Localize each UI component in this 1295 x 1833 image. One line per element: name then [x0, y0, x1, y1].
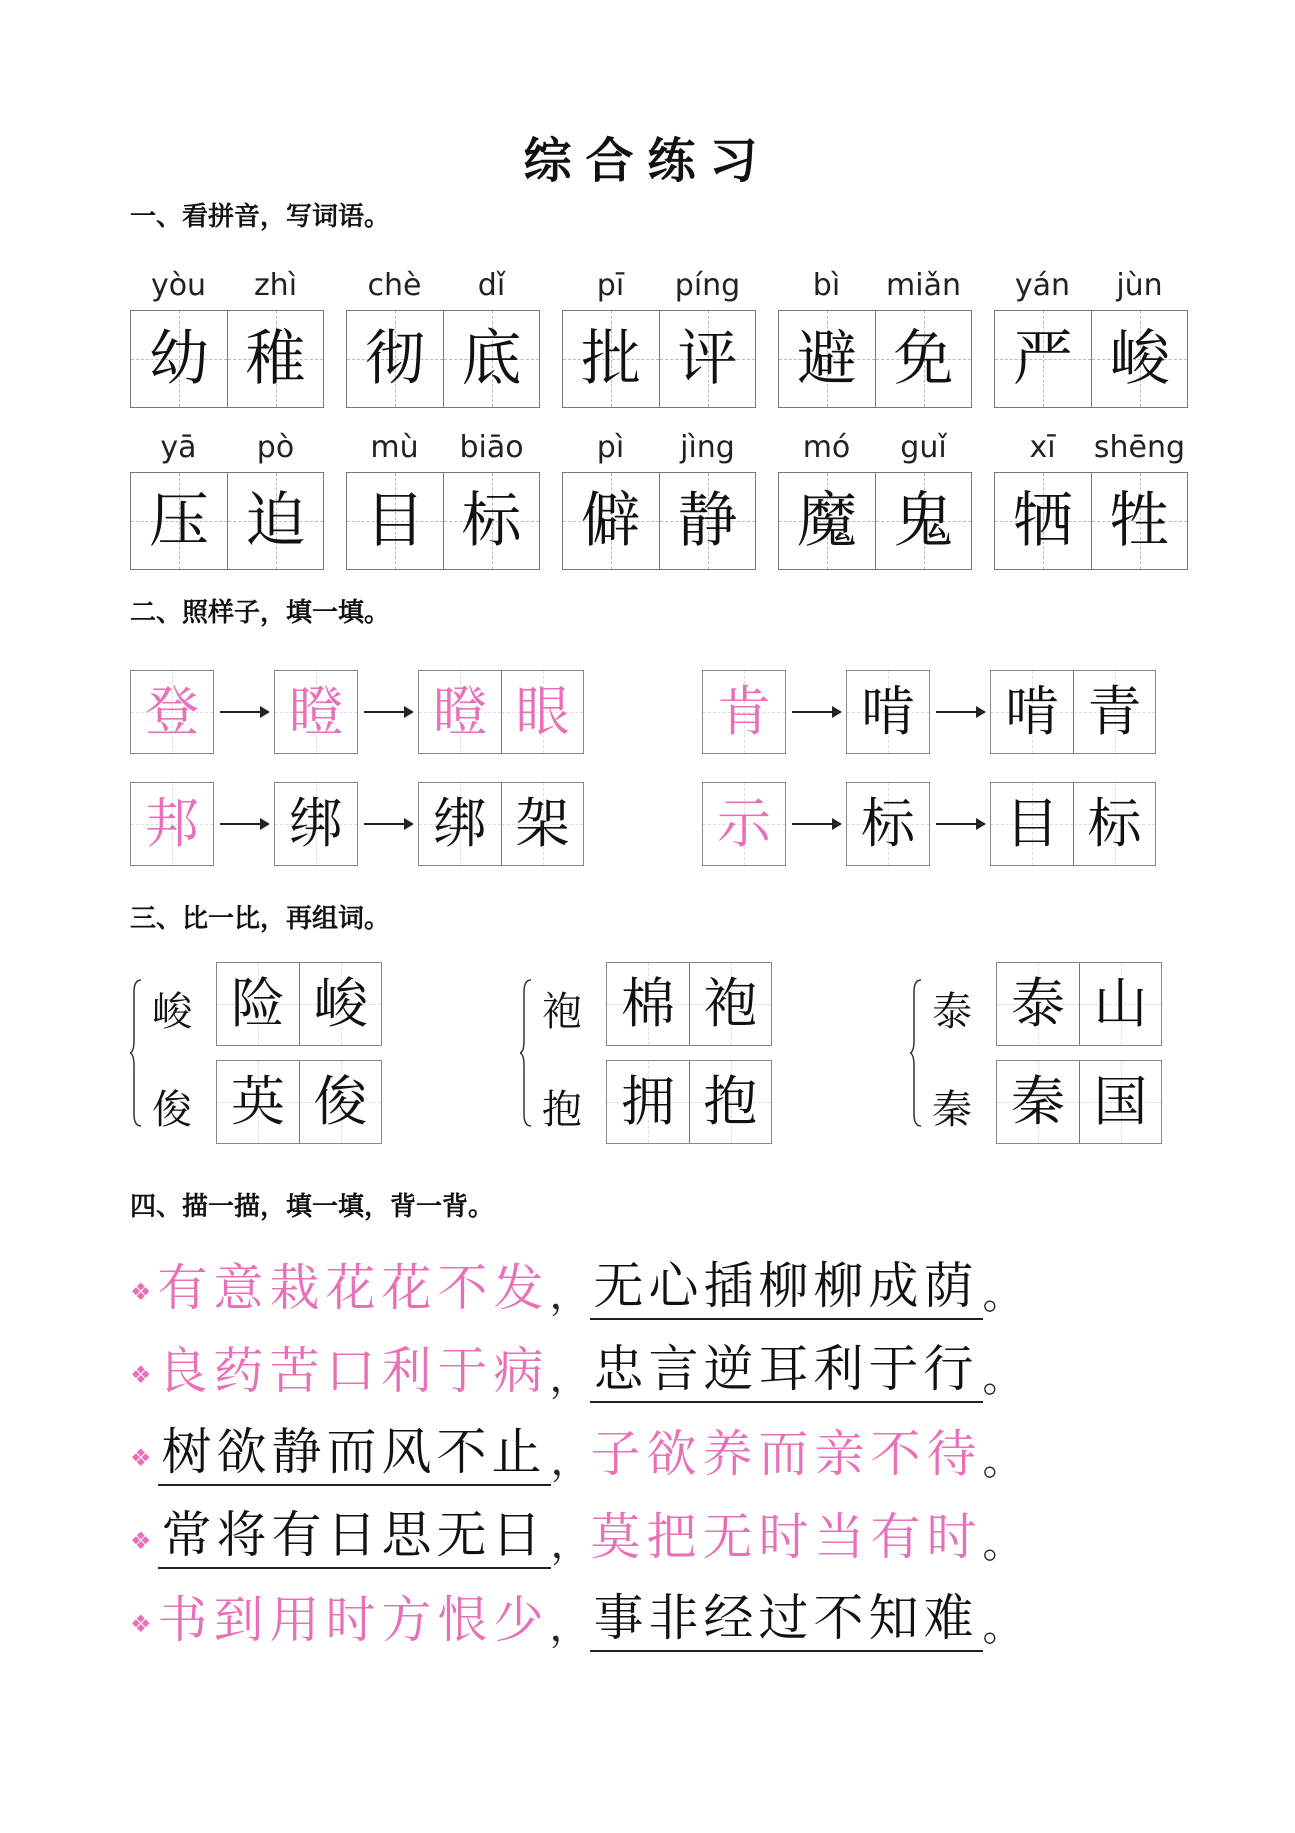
tian-grid-box	[346, 310, 540, 408]
char-text: 袍	[703, 972, 758, 1035]
bullet-icon: ❖	[130, 1361, 152, 1389]
poem-line	[130, 1244, 1023, 1320]
char-cell	[563, 473, 659, 569]
chain-mid-box	[846, 670, 930, 754]
period: 。	[982, 1438, 1023, 1484]
char-text: 险	[231, 972, 285, 1035]
char-text: 批	[581, 324, 641, 394]
pinyin-word	[994, 260, 1188, 422]
char-cell	[995, 473, 1091, 569]
chain-start-box	[702, 670, 786, 754]
char-text: 架	[515, 792, 570, 855]
brace-icon	[130, 978, 142, 1128]
tian-grid-box	[994, 310, 1188, 408]
char-cell	[1091, 311, 1187, 407]
char-cell	[563, 311, 659, 407]
char-text: 标	[1087, 792, 1142, 855]
char-cell	[997, 1061, 1079, 1143]
pinyin-text: bì	[812, 267, 841, 303]
char-cell	[991, 671, 1073, 753]
chain-mid-box	[846, 782, 930, 866]
char-text: 瞪	[289, 680, 343, 743]
period: 。	[982, 1355, 1023, 1401]
char-chain	[702, 670, 1156, 754]
char-cell	[1073, 783, 1155, 865]
char-text: 评	[677, 324, 738, 394]
char-cell	[227, 311, 323, 407]
char-text: 啃	[1005, 680, 1059, 743]
poem-second-half: 忠言逆耳利于行	[590, 1329, 983, 1403]
compare-word-box	[996, 1060, 1162, 1144]
pinyin-text: shēng	[1093, 429, 1186, 465]
pinyin-text: píng	[674, 267, 741, 303]
char-text: 鬼	[893, 486, 954, 556]
char-text: 拥	[621, 1070, 675, 1133]
char-cell	[847, 783, 929, 865]
comma: ，	[549, 1272, 590, 1318]
char-cell	[703, 783, 785, 865]
char-cell	[131, 671, 213, 753]
tian-grid-box	[994, 472, 1188, 570]
char-text: 标	[861, 792, 915, 855]
arrow-icon	[786, 783, 846, 865]
char-text: 底	[461, 324, 522, 394]
char-text: 瞪	[433, 680, 487, 743]
poem-second-half: 事非经过不知难	[590, 1578, 983, 1652]
char-cell	[1091, 473, 1187, 569]
pinyin-text: yòu	[150, 267, 207, 303]
pinyin-row	[346, 422, 540, 472]
pinyin-text: miǎn	[886, 267, 961, 303]
char-text: 目	[365, 486, 425, 556]
poem-first-half: 良药苦口利于病	[157, 1342, 550, 1400]
poem-second-half: 子欲养而亲不待	[590, 1425, 983, 1483]
tian-grid-box	[130, 310, 324, 408]
pinyin-text: zhì	[253, 267, 298, 303]
comma: ，	[550, 1438, 591, 1484]
poem-first-half: 书到用时方恨少	[157, 1591, 550, 1649]
char-text: 国	[1093, 1070, 1148, 1133]
char-cell	[501, 671, 583, 753]
char-cell	[1079, 963, 1161, 1045]
pinyin-word	[562, 422, 756, 584]
char-chain	[130, 782, 584, 866]
char-text: 迫	[245, 486, 306, 556]
compare-word-box	[216, 1060, 382, 1144]
char-text: 峻	[1109, 324, 1170, 394]
char-cell	[217, 963, 299, 1045]
char-cell	[995, 311, 1091, 407]
char-text: 俊	[313, 1070, 368, 1133]
char-text: 僻	[581, 486, 641, 556]
arrow-icon	[930, 671, 990, 753]
pinyin-row	[130, 260, 324, 310]
char-text: 肯	[717, 680, 771, 743]
char-text: 牲	[1109, 486, 1170, 556]
bullet-icon: ❖	[130, 1610, 152, 1638]
char-text: 峻	[313, 972, 368, 1035]
arrow-icon	[786, 671, 846, 753]
section3-heading: 三、比一比，再组词。	[130, 904, 391, 934]
pinyin-word	[778, 260, 972, 422]
bullet-icon: ❖	[130, 1278, 152, 1306]
char-cell	[997, 963, 1079, 1045]
char-text: 泰	[1011, 972, 1065, 1035]
char-cell	[847, 671, 929, 753]
char-text: 绑	[433, 792, 487, 855]
bullet-icon: ❖	[130, 1527, 152, 1555]
arrow-icon	[214, 783, 274, 865]
char-cell	[991, 783, 1073, 865]
char-text: 目	[1005, 792, 1059, 855]
poem-line	[130, 1493, 1023, 1569]
char-text: 免	[893, 324, 954, 394]
char-text: 稚	[245, 324, 306, 394]
poem-line	[130, 1576, 1023, 1652]
section1-heading: 一、看拼音，写词语。	[130, 202, 391, 232]
char-text: 绑	[289, 792, 343, 855]
pinyin-row	[778, 422, 972, 472]
chain-start-box	[130, 670, 214, 754]
poem-line	[130, 1410, 1023, 1486]
tian-grid-box	[778, 310, 972, 408]
pinyin-text: pī	[596, 267, 625, 303]
chain-word-box	[990, 782, 1156, 866]
char-cell	[875, 311, 971, 407]
char-text: 标	[461, 486, 522, 556]
char-cell	[131, 783, 213, 865]
chain-word-box	[990, 670, 1156, 754]
char-text: 登	[145, 680, 199, 743]
char-text: 魔	[797, 486, 857, 556]
period: 。	[982, 1272, 1023, 1318]
char-text: 幼	[149, 324, 209, 394]
char-cell	[419, 783, 501, 865]
chain-start-box	[130, 782, 214, 866]
pinyin-word	[346, 260, 540, 422]
char-chain	[130, 670, 584, 754]
char-cell	[347, 311, 443, 407]
char-cell	[501, 783, 583, 865]
poem-first-half: 树欲静而风不止	[158, 1412, 551, 1486]
arrow-icon	[214, 671, 274, 753]
poem-first-half: 常将有日思无日	[158, 1495, 551, 1569]
char-text: 棉	[621, 972, 675, 1035]
chain-mid-box	[274, 670, 358, 754]
brace-icon	[520, 978, 532, 1128]
char-cell	[275, 671, 357, 753]
char-cell	[689, 1061, 771, 1143]
char-cell	[443, 311, 539, 407]
char-cell	[689, 963, 771, 1045]
char-text: 彻	[365, 324, 425, 394]
pinyin-text: guǐ	[900, 429, 947, 465]
section2-heading: 二、照样子，填一填。	[130, 598, 391, 628]
char-text: 避	[797, 324, 857, 394]
tian-grid-box	[562, 472, 756, 570]
char-cell	[347, 473, 443, 569]
chain-mid-box	[274, 782, 358, 866]
char-cell	[299, 963, 381, 1045]
char-text: 压	[149, 486, 209, 556]
char-cell	[443, 473, 539, 569]
compare-word-box	[996, 962, 1162, 1046]
chain-start-box	[702, 782, 786, 866]
compare-char: 峻	[152, 989, 192, 1035]
char-cell	[779, 311, 875, 407]
pinyin-text: pì	[596, 429, 625, 465]
comma: ，	[549, 1355, 590, 1401]
char-cell	[131, 311, 227, 407]
pinyin-text: yán	[1014, 267, 1071, 303]
compare-word-box	[606, 1060, 772, 1144]
char-text: 英	[231, 1070, 285, 1133]
pinyin-word	[562, 260, 756, 422]
tian-grid-box	[130, 472, 324, 570]
char-text: 邦	[145, 792, 199, 855]
poem-second-half: 莫把无时当有时	[590, 1508, 983, 1566]
char-text: 静	[677, 486, 738, 556]
pinyin-text: jìng	[680, 429, 735, 465]
pinyin-text: yā	[160, 429, 197, 465]
compare-char: 袍	[542, 989, 582, 1035]
pinyin-text: mó	[802, 429, 851, 465]
char-text: 青	[1087, 680, 1142, 743]
char-chain	[702, 782, 1156, 866]
compare-char: 泰	[932, 989, 972, 1035]
pinyin-word	[346, 422, 540, 584]
pinyin-row	[562, 260, 756, 310]
char-cell	[703, 671, 785, 753]
tian-grid-box	[562, 310, 756, 408]
char-text: 示	[717, 792, 771, 855]
pinyin-word	[994, 422, 1188, 584]
comma: ，	[549, 1604, 590, 1650]
arrow-icon	[358, 671, 418, 753]
chain-word-box	[418, 782, 584, 866]
pinyin-text: jùn	[1116, 267, 1163, 303]
char-text: 抱	[703, 1070, 758, 1133]
poem-line	[130, 1327, 1023, 1403]
compare-char: 秦	[932, 1087, 972, 1133]
pinyin-row	[346, 260, 540, 310]
compare-word-box	[606, 962, 772, 1046]
bullet-icon: ❖	[130, 1444, 152, 1472]
pinyin-word-grid	[130, 260, 1190, 584]
char-cell	[607, 963, 689, 1045]
page-title: 综合练习	[523, 133, 772, 189]
period: 。	[982, 1521, 1023, 1567]
pinyin-row	[994, 422, 1188, 472]
pinyin-word	[130, 260, 324, 422]
section4-heading: 四、描一描，填一填，背一背。	[130, 1192, 495, 1222]
char-cell	[607, 1061, 689, 1143]
char-cell	[659, 311, 755, 407]
poem-first-half: 有意栽花花不发	[157, 1259, 550, 1317]
pinyin-text: mù	[370, 429, 419, 465]
chain-word-box	[418, 670, 584, 754]
char-text: 啃	[861, 680, 915, 743]
char-text: 牺	[1013, 486, 1073, 556]
char-cell	[275, 783, 357, 865]
char-cell	[1073, 671, 1155, 753]
arrow-icon	[358, 783, 418, 865]
compare-char: 抱	[542, 1087, 582, 1133]
pinyin-word	[130, 422, 324, 584]
pinyin-text: chè	[367, 267, 422, 303]
tian-grid-box	[778, 472, 972, 570]
pinyin-row	[994, 260, 1188, 310]
char-cell	[227, 473, 323, 569]
tian-grid-box	[346, 472, 540, 570]
arrow-icon	[930, 783, 990, 865]
char-cell	[659, 473, 755, 569]
compare-char: 俊	[152, 1087, 192, 1133]
char-cell	[131, 473, 227, 569]
char-cell	[217, 1061, 299, 1143]
char-cell	[419, 671, 501, 753]
char-cell	[779, 473, 875, 569]
comma: ，	[550, 1521, 591, 1567]
pinyin-text: pò	[256, 429, 295, 465]
compare-word-box	[216, 962, 382, 1046]
brace-icon	[910, 978, 922, 1128]
char-text: 山	[1093, 972, 1148, 1035]
char-text: 秦	[1011, 1070, 1065, 1133]
char-text: 严	[1013, 324, 1073, 394]
pinyin-row	[130, 422, 324, 472]
char-cell	[1079, 1061, 1161, 1143]
char-cell	[299, 1061, 381, 1143]
period: 。	[982, 1604, 1023, 1650]
pinyin-row	[562, 422, 756, 472]
pinyin-text: dǐ	[477, 267, 506, 303]
char-text: 眼	[515, 680, 570, 743]
poem-second-half: 无心插柳柳成荫	[590, 1246, 983, 1320]
pinyin-word	[778, 422, 972, 584]
pinyin-row	[778, 260, 972, 310]
char-cell	[875, 473, 971, 569]
pinyin-text: xī	[1029, 429, 1056, 465]
pinyin-text: biāo	[459, 429, 524, 465]
